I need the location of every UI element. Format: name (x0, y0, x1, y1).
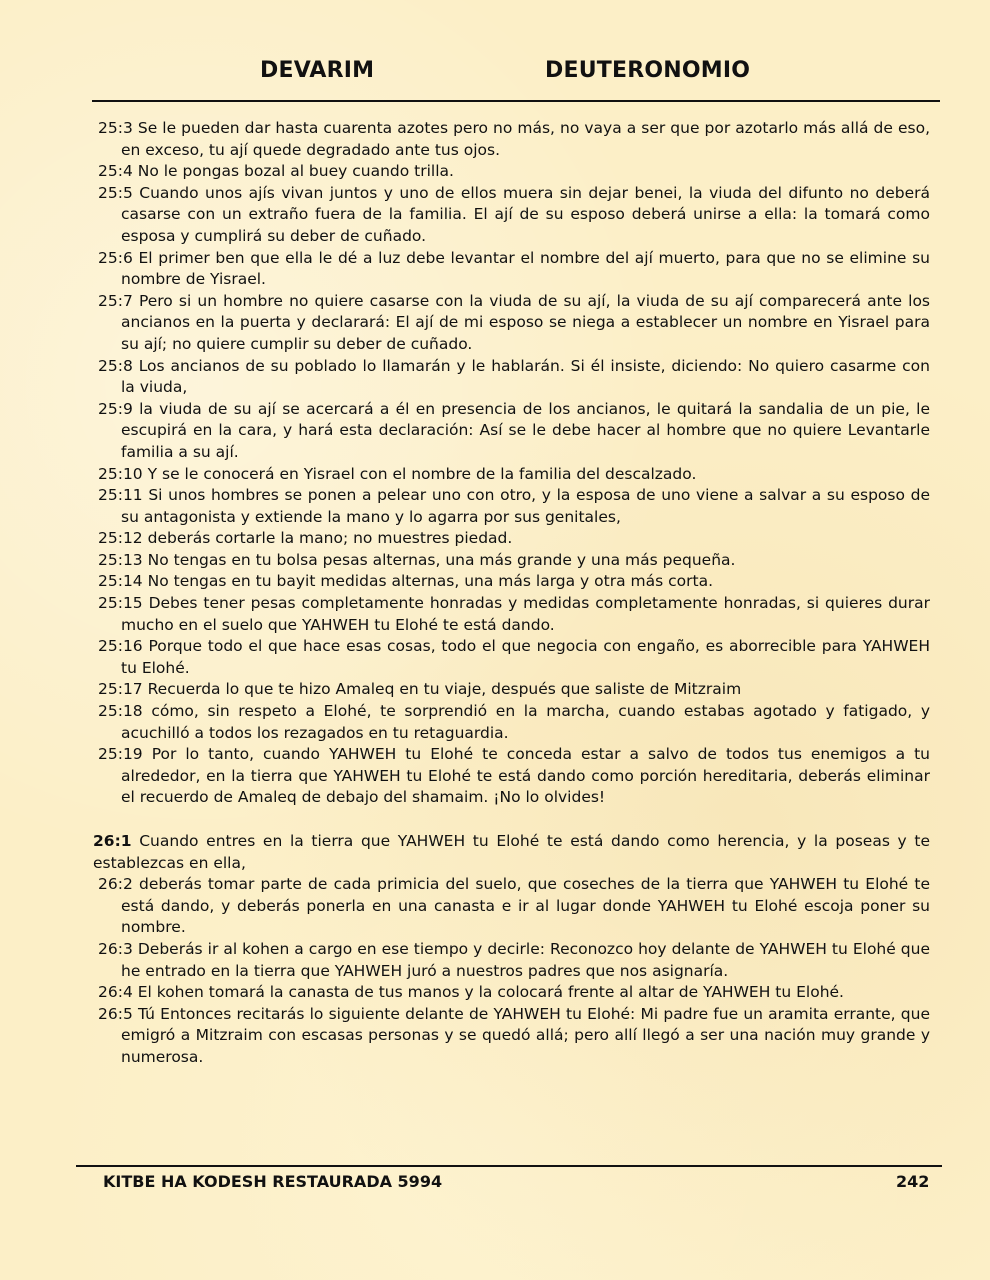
verse-ref: 25:18 (98, 702, 143, 721)
chapter-26-start-verse (93, 831, 930, 874)
verse-text: Por lo tanto, cuando YAHWEH tu Elohé te conceda estar a salvo de todos tus enemigos a tu alrededor, en la tierra que YAHWEH tu Elohé te está dando como porción hereditaria, deberás eliminar el recuerdo de Amaleq de debajo del shamaim. ¡No lo olvides! (121, 745, 930, 807)
verse-ref: 25:6 (98, 248, 133, 267)
verse-ref: 25:14 (98, 572, 143, 591)
verse (98, 161, 930, 183)
verse (98, 248, 930, 291)
verse (98, 701, 930, 744)
verse (98, 939, 930, 982)
footer-divider (76, 1165, 942, 1167)
chapter-gap (98, 809, 930, 831)
verse-text: cómo, sin respeto a Elohé, te sorprendió en la marcha, cuando estabas agotado y fatigado, y acuchilló a todos los rezagados en tu retaguardia. (121, 702, 930, 742)
publication-title: KITBE HA KODESH RESTAURADA 5994 (103, 1172, 443, 1191)
verse (98, 744, 930, 809)
verse-ref: 25:10 (98, 464, 143, 483)
verse-ref: 25:3 (98, 119, 133, 137)
verse (98, 874, 930, 939)
verse-ref: 25:11 (98, 486, 143, 505)
verse-text: deberás cortarle la mano; no muestres piedad. (147, 529, 513, 548)
verse-ref: 25:12 (98, 529, 143, 548)
verse-ref: 26:5 (98, 1004, 133, 1023)
verse (98, 636, 930, 679)
verse-ref: 25:16 (98, 637, 143, 656)
verse-ref: 25:15 (98, 594, 143, 613)
verse-text: No le pongas bozal al buey cuando trilla. (137, 162, 454, 181)
verse (98, 183, 930, 248)
verse (98, 464, 930, 486)
verse-ref: 25:19 (98, 745, 143, 764)
book-title: DEVARIM (260, 58, 375, 83)
verse (98, 118, 930, 161)
verse-text: No tengas en tu bayit medidas alternas, una más larga y otra más corta. (147, 572, 713, 591)
chapter-25-verses (98, 118, 930, 809)
verse-text: Recuerda lo que te hizo Amaleq en tu viaje, después que saliste de Mitzraim (147, 680, 742, 699)
verse-ref: 25:7 (98, 291, 133, 310)
chapter-26-verses (98, 874, 930, 1068)
header-divider (92, 100, 940, 102)
scripture-text (93, 118, 931, 1069)
verse (98, 550, 930, 572)
verse (98, 679, 930, 701)
page-header (0, 58, 990, 88)
verse (98, 571, 930, 593)
verse-text: El primer ben que ella le dé a luz debe levantar el nombre del ají muerto, para que no se elimine su nombre de Yisrael. (121, 248, 930, 289)
verse-text: Los ancianos de su poblado lo llamarán y le hablarán. Si él insiste, diciendo: No quiero casarme con la viuda, (121, 356, 930, 397)
verse-text: Porque todo el que hace esas cosas, todo el que negocia con engaño, es aborrecible para YAHWEH tu Elohé. (121, 637, 930, 677)
verse-text: Se le pueden dar hasta cuarenta azotes pero no más, no vaya a ser que por azotarlo más allá de eso, en exceso, tu ají quede degradado ante tus ojos. (121, 119, 930, 159)
verse-text: la viuda de su ají se acercará a él en presencia de los ancianos, le quitará la sandalia de un pie, le escupirá en la cara, y hará esta declaración: Así se le debe hacer al hombre que no quiere Levantarle familia a su ají. (121, 399, 930, 461)
verse-text: Pero si un hombre no quiere casarse con la viuda de su ají, la viuda de su ají comparecerá ante los ancianos en la puerta y declarará: El ají de mi esposo se niega a establecer un nombre en Yisrael para su ají; no quiere cumplir su deber de cuñado. (121, 291, 930, 353)
verse-ref: 26:4 (98, 983, 133, 1002)
verse-text: No tengas en tu bolsa pesas alternas, una más grande y una más pequeña. (147, 550, 736, 569)
verse-ref: 26:2 (98, 875, 133, 894)
verse-text: Y se le conocerá en Yisrael con el nombre de la familia del descalzado. (147, 464, 697, 483)
book-title-translated: DEUTERONOMIO (545, 58, 751, 83)
verse-text: deberás tomar parte de cada primicia del suelo, que coseches de la tierra que YAHWEH tu Elohé te está dando, y deberás ponerla en una canasta e ir al lugar donde YAHWEH tu Elohé escoja poner su nombre. (121, 875, 930, 937)
verse-text: El kohen tomará la canasta de tus manos y la colocará frente al altar de YAHWEH tu Elohé. (137, 983, 844, 1002)
verse-ref: 25:5 (98, 183, 133, 202)
verse (98, 1004, 930, 1069)
verse (98, 356, 930, 399)
verse-ref: 25:8 (98, 356, 133, 375)
verse-text: Tú Entonces recitarás lo siguiente delante de YAHWEH tu Elohé: Mi padre fue un aramita errante, que emigró a Mitzraim con escasas personas y se quedó allá; pero allí llegó a ser una nación muy grande y numerosa. (121, 1004, 930, 1066)
verse-ref: 25:9 (98, 399, 133, 418)
verse-ref: 26:3 (98, 939, 133, 958)
verse-ref: 26:1 (93, 832, 132, 850)
verse (98, 528, 930, 550)
verse-text: Si unos hombres se ponen a pelear uno con otro, y la esposa de uno viene a salvar a su esposo de su antagonista y extiende la mano y lo agarra por sus genitales, (121, 486, 930, 526)
verse-text: Deberás ir al kohen a cargo en ese tiempo y decirle: Reconozco hoy delante de YAHWEH tu Elohé que he entrado en la tierra que YAHWEH juró a nuestros padres que nos asignaría. (121, 939, 931, 980)
verse-ref: 25:13 (98, 550, 143, 569)
verse-text: Debes tener pesas completamente honradas y medidas completamente honradas, si quieres durar mucho en el suelo que YAHWEH tu Elohé te está dando. (121, 594, 930, 634)
verse (98, 485, 930, 528)
verse-text: Cuando entres en la tierra que YAHWEH tu Elohé te está dando como herencia, y la poseas y te establezcas en ella, (93, 832, 930, 872)
verse (98, 982, 930, 1004)
verse (98, 593, 930, 636)
verse-text: Cuando unos ajís vivan juntos y uno de ellos muera sin dejar benei, la viuda del difunto no deberá casarse con un extraño fuera de la familia. El ají de su esposo deberá unirse a ella: la tomará como esposa y cumplirá su deber de cuñado. (121, 183, 930, 245)
verse-ref: 25:4 (98, 162, 133, 181)
page-number: 242 (896, 1172, 930, 1191)
verse-ref: 25:17 (98, 680, 143, 699)
verse (98, 291, 930, 356)
verse (98, 399, 930, 464)
